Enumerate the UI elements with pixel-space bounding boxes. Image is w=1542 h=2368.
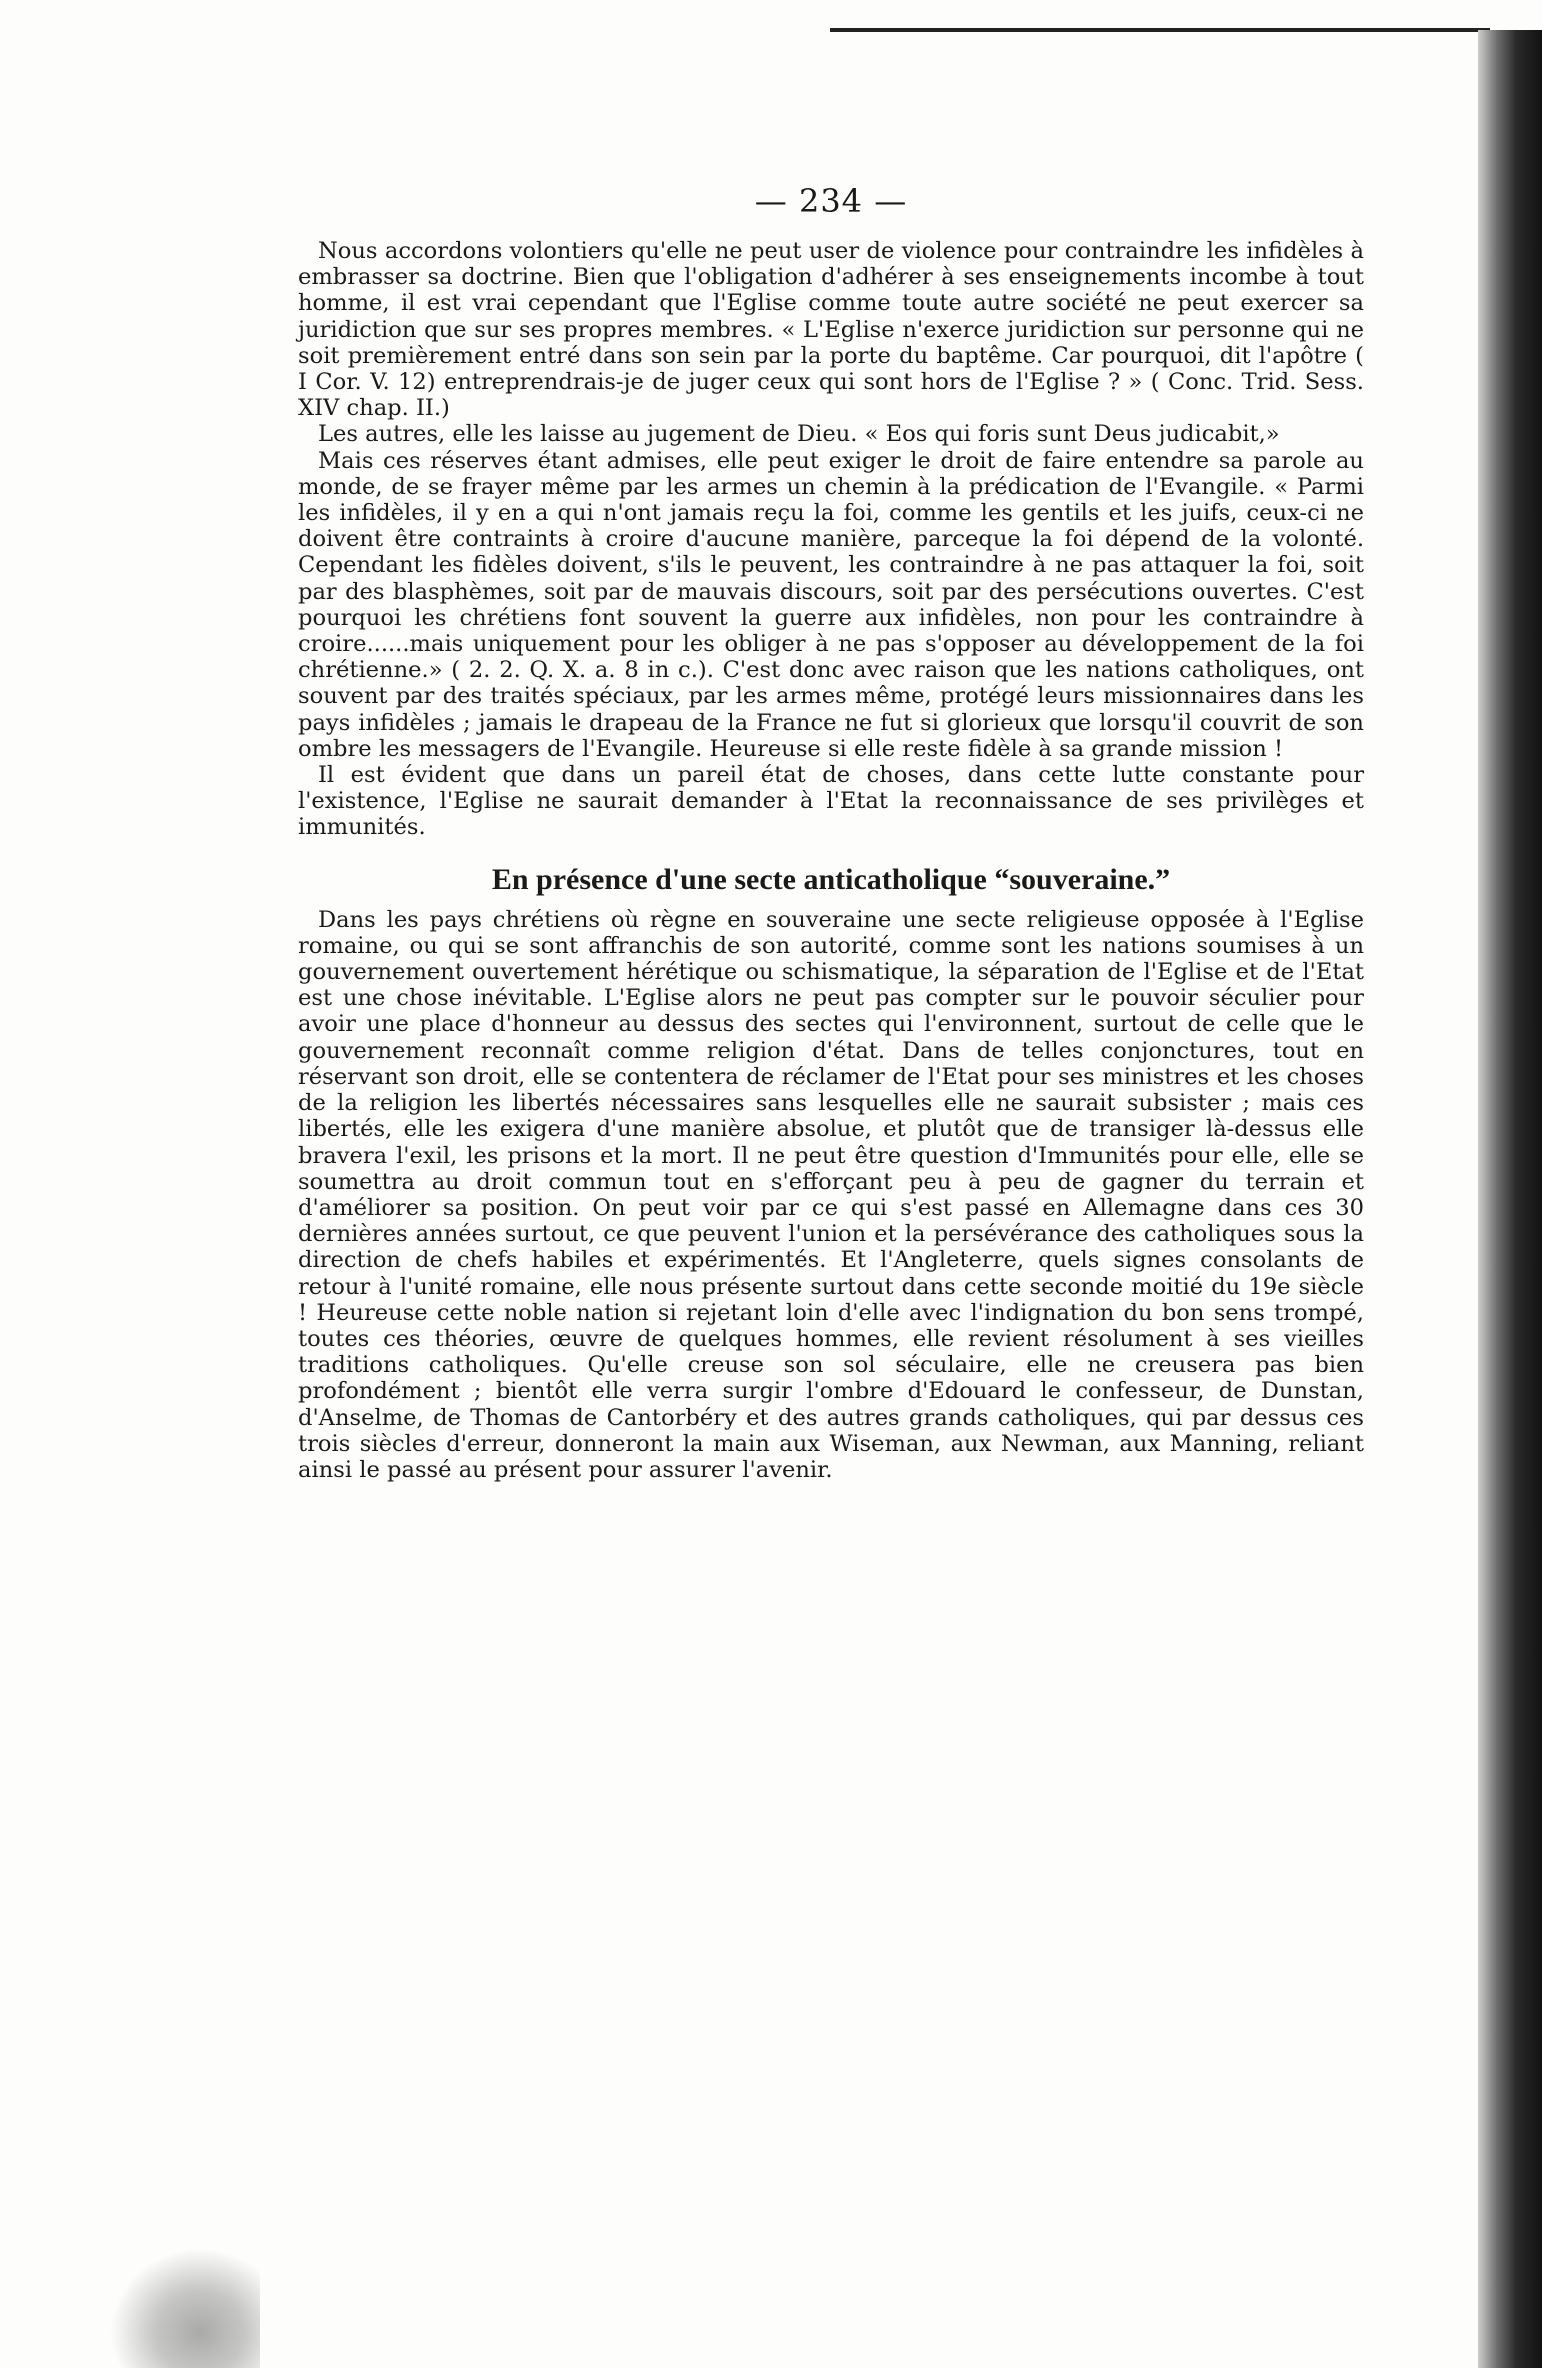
page-number: — 234 — (754, 182, 908, 220)
paragraph: Mais ces réserves étant admises, elle peut exiger le droit de faire entendre sa parole au monde, de se frayer même par les armes un chemin à la prédication de l'Evangile. « Parmi les infidèles, il y en a qui n'ont jamais reçu la foi, comme les gentils et les juifs, ceux-ci ne doivent être contraints à croire d'aucune manière, parceque la foi dépend de la volonté. Cependant les fidèles doivent, s'ils le peuvent, les contraindre à ne pas attaquer la foi, soit par des blasphèmes, soit par de mauvais discours, soit par des persécutions ouvertes. C'est pourquoi les chrétiens font souvent la guerre aux infidèles, non pour les contraindre à croire......mais uniquement pour les obliger à ne pas s'opposer au développement de la foi chrétienne.» ( 2. 2. Q. X. a. 8 in c.). C'est donc avec raison que les nations catholiques, ont souvent par des traités spéciaux, par les armes même, protégé leurs missionnaires dans les pays infidèles ; jamais le drapeau de la France ne fut si glorieux que lorsqu'il couvrit de son ombre les messagers de l'Evangile. Heureuse si elle reste fidèle à sa grande mission ! (298, 447, 1364, 762)
paragraph: Nous accordons volontiers qu'elle ne peut user de violence pour contraindre les infidèles à embrasser sa doctrine. Bien que l'obligation d'adhérer à ses enseignements incombe à tout homme, il est vrai cependant que l'Eglise comme toute autre société ne peut exercer sa juridiction que sur ses propres membres. « L'Eglise n'exerce juridiction sur personne qui ne soit premièrement entré dans son sein par la porte du baptême. Car pourquoi, dit l'apôtre ( I Cor. V. 12) entreprendrais-je de juger ceux qui sont hors de l'Eglise ? » ( Conc. Trid. Sess. XIV chap. II.) (298, 238, 1364, 422)
section-heading: En présence d'une secte anticatholique “souveraine.” (491, 862, 1171, 896)
binding-edge (1478, 30, 1542, 2368)
paragraph: Les autres, elle les laisse au jugement de Dieu. « Eos qui foris sunt Deus judicabit,» (318, 421, 1280, 448)
top-rule (830, 28, 1490, 32)
scan-smudge (110, 2248, 260, 2368)
paragraph: Il est évident que dans un pareil état de choses, dans cette lutte constante pour l'existence, l'Eglise ne saurait demander à l'Etat la reconnaissance de ses privilèges et immunités. (298, 762, 1364, 841)
text-column (298, 182, 1364, 1483)
paragraph: Dans les pays chrétiens où règne en souveraine une secte religieuse opposée à l'Eglise romaine, ou qui se sont affranchis de son autorité, comme sont les nations soumises à un gouvernement ouvertement hérétique ou schismatique, la séparation de l'Eglise et de l'Etat est une chose inévitable. L'Eglise alors ne peut pas compter sur le pouvoir séculier pour avoir une place d'honneur au dessus des sectes qui l'environnent, surtout de celle que le gouvernement reconnaît comme religion d'état. Dans de telles conjonctures, tout en réservant son droit, elle se contentera de réclamer de l'Etat pour ses ministres et les choses de la religion les libertés nécessaires sans lesquelles elle ne saurait subsister ; mais ces libertés, elle les exigera d'une manière absolue, et plutôt que de transiger là-dessus elle bravera l'exil, les prisons et la mort. Il ne peut être question d'Immunités pour elle, elle se soumettra au droit commun tout en s'efforçant peu à peu de gagner du terrain et d'améliorer sa position. On peut voir par ce qui s'est passé en Allemagne dans ces 30 dernières années surtout, ce que peuvent l'union et la persévérance des catholiques sous la direction de chefs habiles et expérimentés. Et l'Angleterre, quels signes consolants de retour à l'unité romaine, elle nous présente surtout dans cette seconde moitié du 19e siècle ! Heureuse cette noble nation si rejetant loin d'elle avec l'indignation du bon sens trompé, toutes ces théories, œuvre de quelques hommes, elle revient résolument à ses vieilles traditions catholiques. Qu'elle creuse son sol séculaire, elle ne creusera pas bien profondément ; bientôt elle verra surgir l'ombre d'Edouard le confesseur, de Dunstan, d'Anselme, de Thomas de Cantorbéry et des autres grands catholiques, qui par dessus ces trois siècles d'erreur, donneront la main aux Wiseman, aux Newman, aux Manning, reliant ainsi le passé au présent pour assurer l'avenir. (298, 906, 1364, 1483)
